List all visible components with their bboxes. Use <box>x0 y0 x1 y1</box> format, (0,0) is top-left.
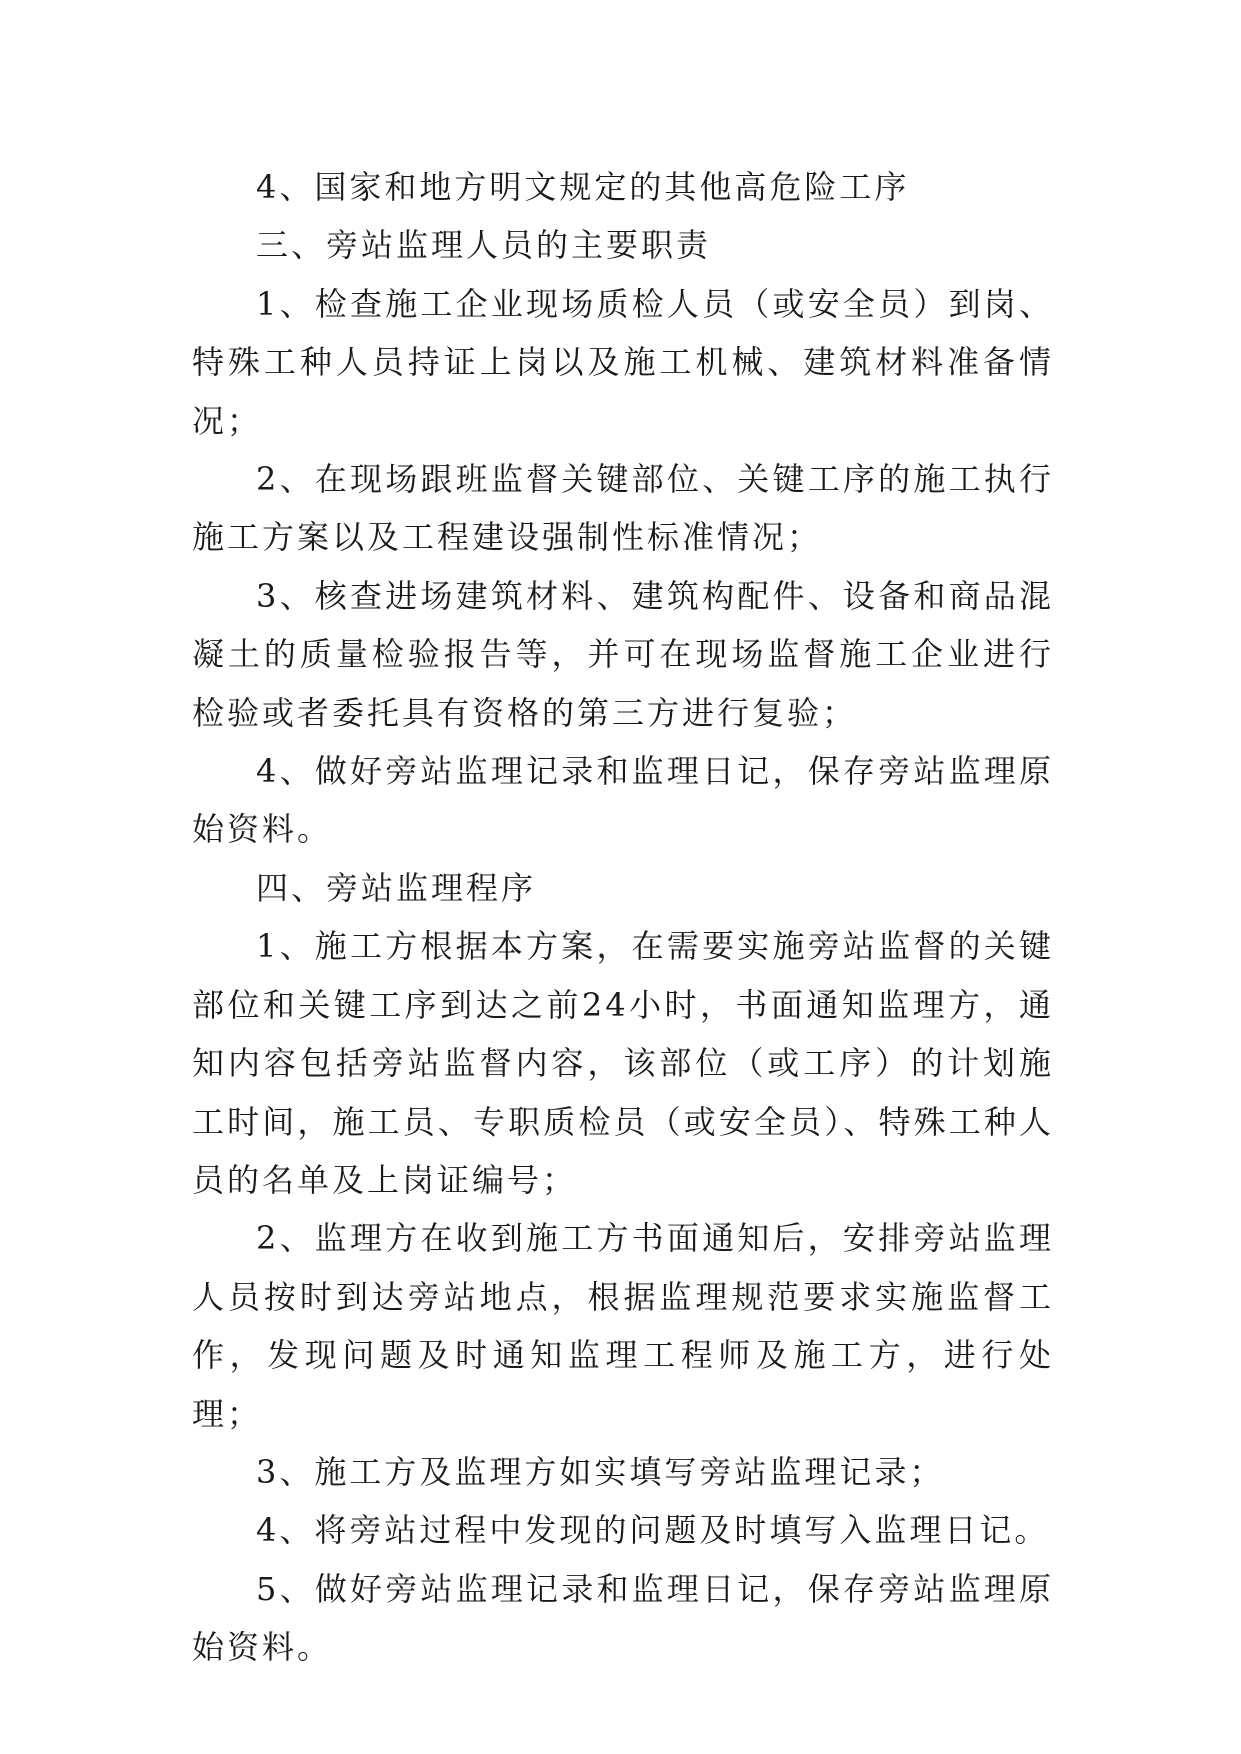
paragraph-duty-3: 3、核查进场建筑材料、建筑构配件、设备和商品混凝土的质量检验报告等，并可在现场监督施工企业进行检验或者委托具有资格的第三方进行复验； <box>192 576 1054 732</box>
paragraph-procedure-4: 4、将旁站过程中发现的问题及时填写入监理日记。 <box>256 1511 1050 1550</box>
paragraph-procedure-3: 3、施工方及监理方如实填写旁站监理记录； <box>256 1452 945 1491</box>
section-heading-4: 四、旁站监理程序 <box>256 868 537 907</box>
paragraph-duty-1: 1、检查施工企业现场质检人员（或安全员）到岗、特殊工种人员持证上岗以及施工机械、建筑材料准备情况； <box>192 284 1054 440</box>
section-heading-3: 三、旁站监理人员的主要职责 <box>256 226 712 265</box>
paragraph-procedure-2: 2、监理方在收到施工方书面通知后，安排旁站监理人员按时到达旁站地点，根据监理规范要求实施监督工作，发现问题及时通知监理工程师及施工方，进行处理； <box>192 1219 1054 1433</box>
paragraph-procedure-1: 1、施工方根据本方案，在需要实施旁站监督的关键部位和关键工序到达之前24小时，书面通知监理方，通知内容包括旁站监督内容，该部位（或工序）的计划施工时间，施工员、专职质检员（或安全员）、特殊工种人员的名单及上岗证编号； <box>192 927 1054 1199</box>
paragraph-procedure-5: 5、做好旁站监理记录和监理日记，保存旁站监理原始资料。 <box>192 1569 1054 1667</box>
paragraph-duty-4: 4、做好旁站监理记录和监理日记，保存旁站监理原始资料。 <box>192 752 1054 849</box>
paragraph-item-4-high-risk: 4、国家和地方明文规定的其他高危险工序 <box>256 168 910 206</box>
document-body <box>192 158 1054 1677</box>
paragraph-duty-2: 2、在现场跟班监督关键部位、关键工序的施工执行施工方案以及工程建设强制性标准情况； <box>192 460 1054 557</box>
